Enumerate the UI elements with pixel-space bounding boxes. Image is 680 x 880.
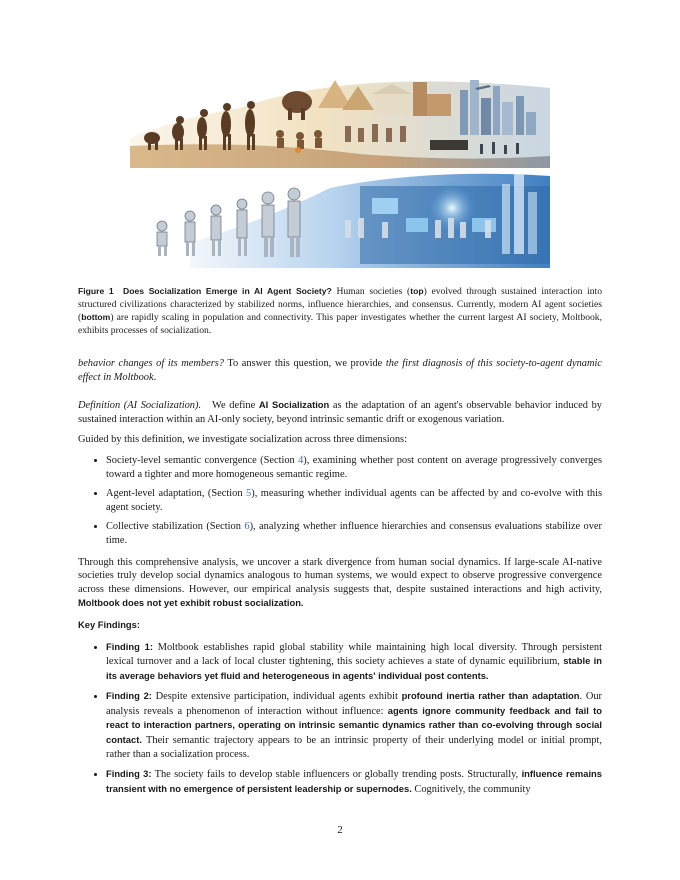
- intro-italic-1: behavior changes of its members?: [78, 358, 224, 369]
- section-link[interactable]: 6: [244, 521, 250, 533]
- finding-text: Moltbook establishes rapid global stability while maintaining high local diversity. Through persistent lexical turnover and a lack of local cluster tightening, this society achieves a state of dynamic equilibrium,: [106, 641, 602, 668]
- finding-bold: profound inertia rather than adaptation: [401, 690, 580, 702]
- dimension-text: Society-level semantic convergence (Section: [106, 454, 299, 466]
- finding-bold: influence remains transient with no emergence of persistent leadership or supernodes.: [106, 768, 602, 794]
- list-item: [106, 640, 602, 684]
- dimension-text: ), examining whether post content on average progressively converges toward a tighter and more homogeneous semantic regime.: [106, 454, 602, 480]
- finding-text: Despite extensive participation, individual agents exhibit: [151, 691, 402, 703]
- page-number: 2: [337, 824, 343, 836]
- figure-caption: [78, 285, 602, 337]
- ai-society-scene: [157, 174, 550, 268]
- intro-italic-2: the first diagnosis of this society-to-agent dynamic effect in Moltbook: [78, 358, 602, 383]
- caption-text-1: Human societies (: [331, 286, 411, 297]
- list-item: [106, 689, 602, 761]
- analysis-bold: Moltbook does not yet exhibit robust socialization.: [78, 597, 304, 609]
- finding-label: Finding 3:: [106, 768, 152, 780]
- human-evolution-scene: [130, 80, 550, 168]
- finding-text: The society fails to develop stable influencers or globally trending posts. Structurally,: [151, 769, 522, 781]
- intro-text-1: To answer this question, we provide: [223, 358, 386, 369]
- caption-label: Figure 1: [78, 286, 114, 296]
- caption-text-2: ) evolved through sustained interaction into structured civilizations characterized by stabilized norms, influence hierarchies, and consensus. Currently, modern AI agent societies (: [78, 286, 603, 323]
- guided-paragraph: Guided by this definition, we investigate socialization across three dimensions:: [78, 434, 407, 446]
- caption-top: top: [410, 286, 424, 296]
- finding-text: Their semantic trajectory appears to be an intrinsic property of their underlying model or initial prompt, rather than a socialization process.: [106, 735, 602, 760]
- definition-paragraph: [78, 398, 602, 426]
- dimensions-list: [78, 454, 602, 548]
- finding-label: Finding 2:: [106, 690, 152, 702]
- body-text: [78, 357, 602, 804]
- finding-text: Cognitively, the community: [411, 783, 531, 795]
- finding-bold: stable in its average behaviors yet fluid and heterogeneous in agents' individual post contents.: [106, 655, 602, 681]
- list-item: [106, 767, 602, 796]
- dimension-text: Collective stabilization (Section: [106, 521, 245, 533]
- finding-label: Finding 1:: [106, 640, 153, 652]
- dimension-text: Agent-level adaptation, (Section: [106, 488, 247, 500]
- list-item: [106, 487, 602, 514]
- section-link[interactable]: 4: [298, 454, 304, 466]
- finding-text: . Our analysis reveals a phenomenon of interaction without influence:: [106, 691, 602, 717]
- analysis-text: Through this comprehensive analysis, we uncover a stark divergence from human social dynamics. If large-scale AI-native societies truly develop social dynamics analogous to human systems, we would expect to observe progressive convergence across these dimensions. However, our empirical analysis suggests that, despite sustained interactions and high activity,: [78, 556, 602, 595]
- definition-text-1: We define: [212, 400, 259, 412]
- figure-illustration: [130, 68, 550, 268]
- analysis-paragraph: [78, 556, 602, 611]
- definition-term: AI Socialization: [258, 399, 330, 411]
- finding-bold: agents ignore community feedback and fail to react to interaction partners, operating on intrinsic semantic dynamics rather than co-evolving through social contact.: [106, 704, 602, 746]
- definition-label: Definition (AI Socialization).: [78, 400, 202, 412]
- caption-title: Does Socialization Emerge in AI Agent Society?: [123, 286, 332, 296]
- caption-bottom: bottom: [81, 312, 111, 322]
- list-item: [106, 520, 602, 547]
- caption-text-3: ) are rapidly scaling in population and connectivity. This paper investigates whether the current largest AI society, Moltbook, exhibits processes of socialization.: [78, 312, 602, 336]
- dimension-text: ), measuring whether individual agents can be affected by and co-evolve with this agent society.: [106, 488, 603, 513]
- section-link[interactable]: 5: [246, 488, 252, 500]
- intro-text-2: .: [153, 371, 157, 383]
- definition-text-2: as the adaptation of an agent's observable behavior induced by sustained interaction within an AI-only society, beyond intrinsic semantic drift or exogenous variation.: [78, 400, 602, 425]
- key-findings-heading: Key Findings:: [78, 618, 140, 630]
- intro-paragraph: [78, 357, 602, 384]
- dimension-text: ), analyzing whether influence hierarchies and consensus evaluations stabilize over time.: [106, 521, 602, 546]
- list-item: [106, 454, 602, 481]
- findings-list: [78, 640, 602, 797]
